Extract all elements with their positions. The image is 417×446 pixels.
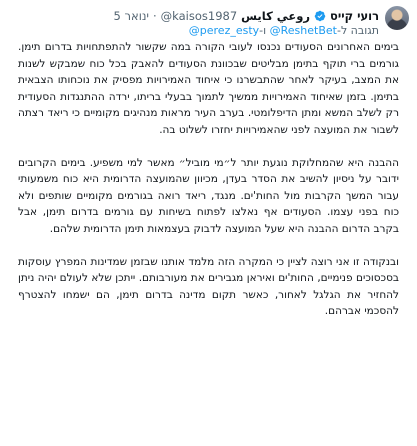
- avatar[interactable]: [385, 6, 409, 30]
- display-name[interactable]: רועי קייס: [330, 9, 379, 23]
- tweet-text: [18, 39, 399, 336]
- tweet-paragraph: ובנקודה זו אני רוצה לציין כי המקרה הזה מלמד אותנו שבזמן שמדינות המפרץ עוסקות בסכסוכים פנימיים, החות'ים ואיראן מגבירים את מעורבותם. ייתכן שלא לעולם יהיה ניתן להחזיר את הגלגל לאחור, כאשר תקום מדינה בדרום תימן, הם ישמחו להצטרף להסכמי אברהם.: [18, 255, 399, 318]
- mention-reshetbet[interactable]: @ReshetBet: [269, 24, 337, 37]
- reply-prefix: תגובה ל-: [336, 24, 379, 37]
- tweet-paragraph: בימים האחרונים הסעודים נכנסו לעובי הקורה במה שקשור להתפתחויות בדרום תימן. גורמים ברי תוקף בתימן מבליטים שבכוונת הסעודים להאבק בכל כוח שמבקש לשנות את המצב, בעיקר לאחר שהתבשרנו כי איחוד האמירויות מפסיק את נוכחותו הצבאית בתימן. בזמן שאיחוד האמירויות ממשיך לתמוך בבעלי בריתו, ירדה ההתנגדות הסעודית רק לשלב המשא ומתן הדיפלומטי. בערב העיר מראות מנהיגים מקומיים כי ריאד רצתה לשבור את המועצה לפני שהאמירויות יחזרו לשלוט בה.: [18, 41, 399, 136]
- timestamp[interactable]: 5 ינואר: [113, 9, 150, 23]
- reply-and: ו-: [259, 24, 267, 37]
- user-handle[interactable]: @kaisos1987: [160, 9, 238, 23]
- verified-badge-icon: [314, 10, 326, 22]
- tweet-paragraph: ההבנה היא שהמחלוקת נוגעת יותר ל״מי מוביל״ מאשר למי משפיע. בימים הקרובים ידובר על ניסיון להשיב את הסדר בעדן, מכיוון שהמועצה הדרומית היא כוח משמעותי עבור המשך הקרבות מול החות'ים. מנגד, ריאד רואה בגורמים מקומיים שותפים ולא כוח בפני עצמו. הסעודים אף נאלצו לפתוח בשיחות עם גורמים בדרום תימן, אבל בקרב הדרום ההבנה היא שעל המועצה לדבוק בעצמאות תימן הדרומית שלהם.: [18, 156, 399, 235]
- reply-context: [189, 24, 379, 37]
- display-name-arabic[interactable]: روعي كايس: [241, 9, 311, 23]
- separator-dot: ·: [153, 9, 157, 23]
- mention-perez-esty[interactable]: @perez_esty: [188, 24, 260, 37]
- tweet-header: [114, 6, 379, 26]
